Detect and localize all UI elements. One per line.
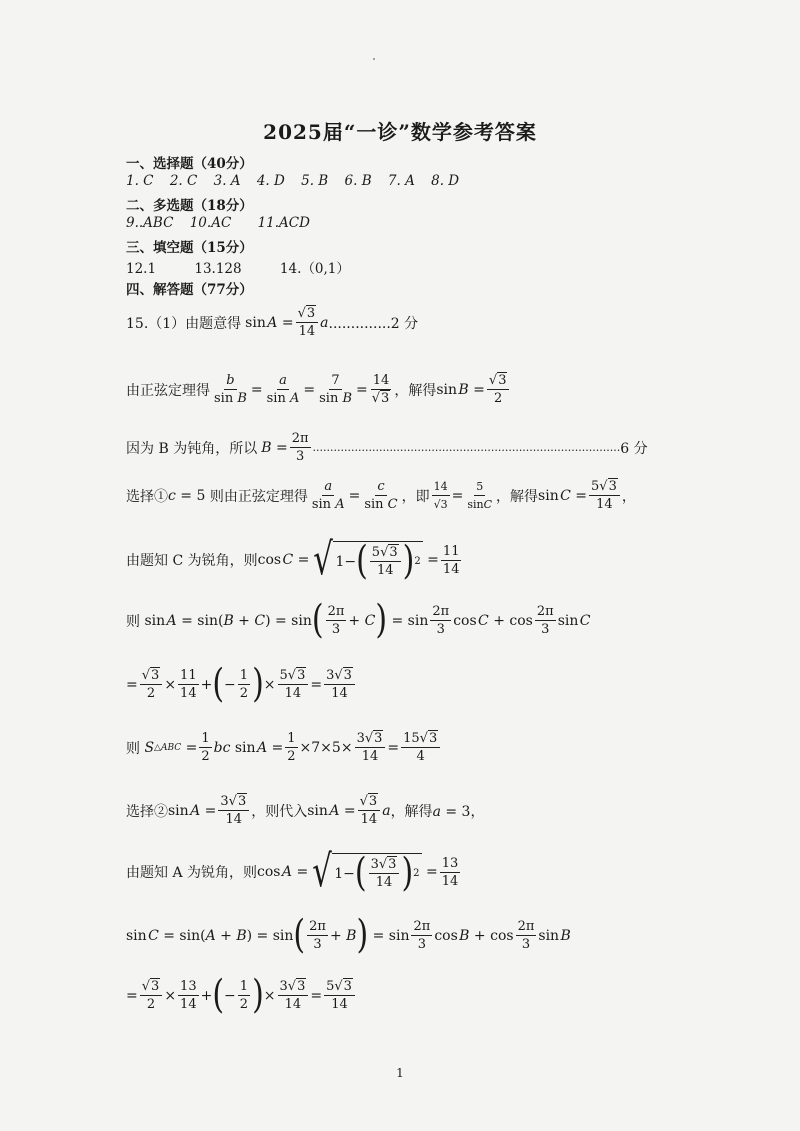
line-text: ，解得	[390, 803, 433, 820]
solution-line-5: 由题知 C 为锐角，则 cos C = √ 1− ( $\frac{5√3}{14}$ ) 2 = $\frac{11}{14}$	[126, 534, 460, 585]
multi-answers-row	[126, 215, 322, 231]
solution-line-9: 选择② sin A = $\frac{3√3}{14}$ ，则代入 sin A = $\frac{√3}{14}$ a ，解得 a = 3，	[126, 794, 485, 827]
section-fill-heading: 三、填空题（15分）	[126, 240, 253, 256]
answer-item: 8. D	[431, 173, 460, 189]
scan-speck	[373, 58, 375, 60]
answer-item: 12.1	[126, 261, 157, 277]
answer-item: 3. A	[213, 173, 241, 189]
line-text: 15.（1）由题意得	[126, 315, 242, 332]
line-text: 由题知 A 为锐角，则	[126, 865, 258, 881]
section-multi-heading: 二、多选题（18分）	[126, 198, 253, 214]
solution-line-3: 因为 B 为钝角，所以 B = $\frac{2\pi}{3}$ ........................................................................................ 6 分	[126, 431, 648, 464]
answer-item: 11.ACD	[257, 215, 310, 231]
page-number: 1	[396, 1066, 404, 1080]
answer-item: 13.128	[194, 261, 242, 277]
choice-answers-row	[126, 173, 471, 189]
solution-line-4: 选择① c = 5 则由正弦定理得 $\frac{a}{\text{sin A}}$ = $\frac{c}{\text{sin C}}$ ，即 $\frac{14}{√3}$ = $\frac{5}{\sin C}$ ，解得 sin C = $\frac{5√3}{14}$ ，	[126, 479, 636, 512]
answer-item: 10.AC	[189, 215, 232, 231]
line-text: ，则代入	[251, 803, 308, 820]
answer-item: 2. C	[169, 173, 198, 189]
score-marker: ..............2 分	[328, 315, 419, 332]
solution-line-2: 由正弦定理得 $\frac{b}{\text{sin B}}$ = $\frac{a}{\text{sin A}}$ = $\frac{7}{\text{sin B}}$ = $\frac{14}{√3}$ ，解得 sin B = $\frac{√3}{2}$	[126, 372, 511, 407]
line-text: 则	[126, 613, 140, 630]
answer-item: 6. B	[344, 173, 372, 189]
answer-item: 7. A	[387, 173, 415, 189]
score-marker: 6 分	[620, 440, 648, 457]
solution-line-12: = $\frac{√3}{2}$ × $\frac{13}{14}$ + ( − $\frac{1}{2}$ ) × $\frac{3√3}{14}$ = $\frac{5√3}{14}$	[126, 978, 357, 1013]
answer-item: 5. B	[301, 173, 329, 189]
line-text: 由正弦定理得	[126, 382, 210, 399]
line-text: ，解得	[496, 488, 539, 505]
solution-line-8: 则 S △ABC = $\frac{1}{2}$ bc sin A = $\frac{1}{2}$ ×7×5× $\frac{3√3}{14}$ = $\frac{15√3}{4}$	[126, 730, 442, 765]
solution-line-1: 15.（1）由题意得 sin A = $\frac{√3}{14}$ a ..............2 分	[126, 306, 419, 339]
fill-answers-row	[126, 257, 362, 277]
line-text: 则	[126, 740, 140, 757]
line-text: 选择①	[126, 488, 168, 505]
line-text: 由题知 C 为锐角，则	[126, 553, 258, 569]
answer-item: 1. C	[126, 173, 154, 189]
answer-item: 14.（0,1）	[279, 261, 350, 277]
section-choice-heading: 一、选择题（40分）	[126, 156, 253, 172]
line-text: 则由正弦定理得	[209, 488, 308, 505]
line-text: ，解得	[394, 382, 437, 399]
line-text: 选择②	[126, 803, 168, 820]
answer-item: 4. D	[256, 173, 285, 189]
line-text: 因为 B 为钝角，所以	[126, 440, 258, 457]
answer-item: 9..ABC	[126, 215, 174, 231]
section-solve-heading: 四、解答题（77分）	[126, 282, 253, 298]
solution-line-10: 由题知 A 为锐角，则 cos A = √ 1− ( $\frac{3√3}{14}$ ) 2 = $\frac{13}{14}$	[126, 846, 459, 897]
solution-line-6: 则 sin A = sin(B + C) = sin ( $\frac{2\pi}{3}$ + C ) = sin $\frac{2\pi}{3}$ cos C + cos $\frac{2\pi}{3}$ sin C	[126, 597, 591, 643]
solution-line-7: = $\frac{√3}{2}$ × $\frac{11}{14}$ + ( − $\frac{1}{2}$ ) × $\frac{5√3}{14}$ = $\frac{3√3}{14}$	[126, 667, 357, 702]
line-text: ，即	[401, 488, 430, 505]
page-title: 2025届“一诊”数学参考答案	[263, 120, 537, 144]
solution-line-11: sin C = sin(A + B) = sin ( $\frac{2\pi}{3}$ + B ) = sin $\frac{2\pi}{3}$ cos B + cos $\frac{2\pi}{3}$ sin B	[126, 912, 571, 958]
